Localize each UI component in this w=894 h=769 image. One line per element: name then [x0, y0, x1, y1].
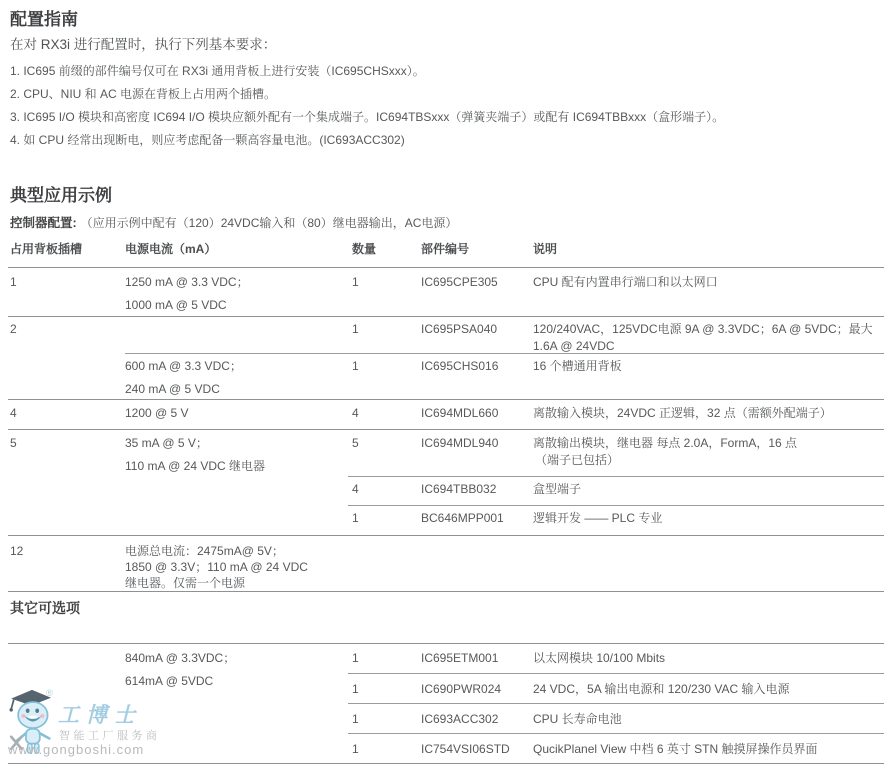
cell-slot: 2: [10, 322, 17, 336]
cell-qty: 5: [352, 436, 359, 450]
cell-part: BC646MPP001: [421, 511, 504, 525]
divider: [125, 353, 884, 354]
cell-desc: 24 VDC，5A 输出电源和 120/230 VAC 输入电源: [533, 682, 790, 696]
cell-part: IC694MDL660: [421, 406, 499, 420]
divider: [348, 733, 884, 734]
cell-qty: 1: [352, 682, 359, 696]
cell-desc: 盒型端子: [533, 482, 582, 496]
header-slot: 占用背板插槽: [10, 242, 83, 256]
cell-slot: 1: [10, 275, 17, 289]
watermark-brand: 工博士: [58, 702, 142, 727]
cell-qty: 1: [352, 359, 359, 373]
cell-qty: 4: [352, 482, 359, 496]
cell-part: IC695PSA040: [421, 322, 498, 336]
cell-part: IC695CPE305: [421, 275, 498, 289]
cell-desc: QucikPlanel View 中档 6 英寸 STN 触摸屏操作员界面: [533, 742, 818, 756]
cell-desc: 离散输出模块，继电器 每点 2.0A，FormA，16 点 （端子已包括）: [533, 436, 798, 467]
cell-desc: CPU 配有内置串行端口和以太网口: [533, 275, 718, 289]
cell-current: 35 mA @ 5 V； 110 mA @ 24 VDC 继电器: [125, 436, 266, 473]
cell-current: 600 mA @ 3.3 VDC； 240 mA @ 5 VDC: [125, 359, 242, 396]
registered-mark: ®: [46, 688, 53, 698]
divider: [8, 316, 884, 317]
page-title: 配置指南: [10, 10, 78, 29]
requirement-item: 3. IC695 I/O 模块和高密度 IC694 I/O 模块应额外配有一个集成端子。IC694TBSxxx（弹簧夹端子）或配有 IC694TBBxxx（盒形端子）。: [10, 110, 725, 124]
cell-slot: 4: [10, 406, 17, 420]
divider: [8, 267, 884, 268]
cell-qty: 1: [352, 742, 359, 756]
watermark-url: www.gongboshi.com: [8, 742, 145, 757]
requirement-item: 2. CPU、NIU 和 AC 电源在背板上占用两个插槽。: [10, 87, 277, 101]
requirement-item: 4. 如 CPU 经常出现断电，则应考虑配备一颗高容量电池。(IC693ACC302): [10, 133, 405, 147]
header-desc: 说明: [533, 242, 558, 256]
cell-part: IC754VSI06STD: [421, 742, 510, 756]
cell-part: IC695CHS016: [421, 359, 499, 373]
cell-part: IC695ETM001: [421, 651, 499, 665]
cell-desc: 以太网模块 10/100 Mbits: [533, 651, 666, 665]
cell-desc: 120/240VAC，125VDC电源 9A @ 3.3VDC；6A @ 5VDC；最大 1.6A @ 24VDC: [533, 322, 873, 353]
cell-current: 1250 mA @ 3.3 VDC； 1000 mA @ 5 VDC: [125, 275, 249, 312]
divider: [8, 399, 884, 400]
cell-desc: 逻辑开发 —— PLC 专业: [533, 511, 663, 525]
cell-current: 电源总电流：2475mA@ 5V； 1850 @ 3.3V；110 mA @ 24 VDC 继电器。仅需一个电源: [125, 544, 308, 590]
cell-desc: 16 个槽通用背板: [533, 359, 622, 373]
controller-config-line: [10, 213, 457, 231]
watermark-tagline: 智能工厂服务商: [59, 730, 161, 742]
cell-slot: 12: [10, 544, 24, 558]
cell-qty: 1: [352, 511, 359, 525]
cell-slot: 5: [10, 436, 17, 450]
cell-current: 840mA @ 3.3VDC； 614mA @ 5VDC: [125, 651, 236, 688]
cell-qty: 1: [352, 651, 359, 665]
cell-desc: 离散输入模块，24VDC 正逻辑，32 点（需额外配端子）: [533, 406, 832, 420]
cell-part: IC690PWR024: [421, 682, 502, 696]
requirement-item: 1. IC695 前缀的部件编号仅可在 RX3i 通用背板上进行安装（IC695CHSxxx）。: [10, 64, 425, 78]
config-note: （应用示例中配有（120）24VDC输入和（80）继电器输出，AC电源）: [80, 216, 458, 230]
cell-current: 1200 @ 5 V: [125, 406, 189, 420]
header-current: 电源电流（mA）: [125, 242, 217, 256]
section-title-options: 其它可选项: [10, 600, 80, 616]
divider: [8, 429, 884, 430]
cell-part: IC694MDL940: [421, 436, 499, 450]
cell-qty: 4: [352, 406, 359, 420]
divider: [348, 703, 884, 704]
intro-text: 在对 RX3i 进行配置时，执行下列基本要求：: [10, 37, 277, 52]
divider: [8, 763, 884, 764]
divider: [348, 505, 884, 506]
cell-qty: 1: [352, 322, 359, 336]
cell-desc: CPU 长寿命电池: [533, 712, 622, 726]
divider: [8, 535, 884, 536]
cell-part: IC694TBB032: [421, 482, 497, 496]
cell-qty: 1: [352, 275, 359, 289]
config-label: 控制器配置:: [10, 216, 77, 230]
section-title-example: 典型应用示例: [10, 186, 112, 205]
cell-qty: 1: [352, 712, 359, 726]
divider: [8, 591, 884, 592]
header-qty: 数量: [352, 242, 377, 256]
cell-part: IC693ACC302: [421, 712, 499, 726]
divider: [348, 476, 884, 477]
divider: [8, 643, 884, 644]
header-part: 部件编号: [421, 242, 470, 256]
divider: [348, 673, 884, 674]
